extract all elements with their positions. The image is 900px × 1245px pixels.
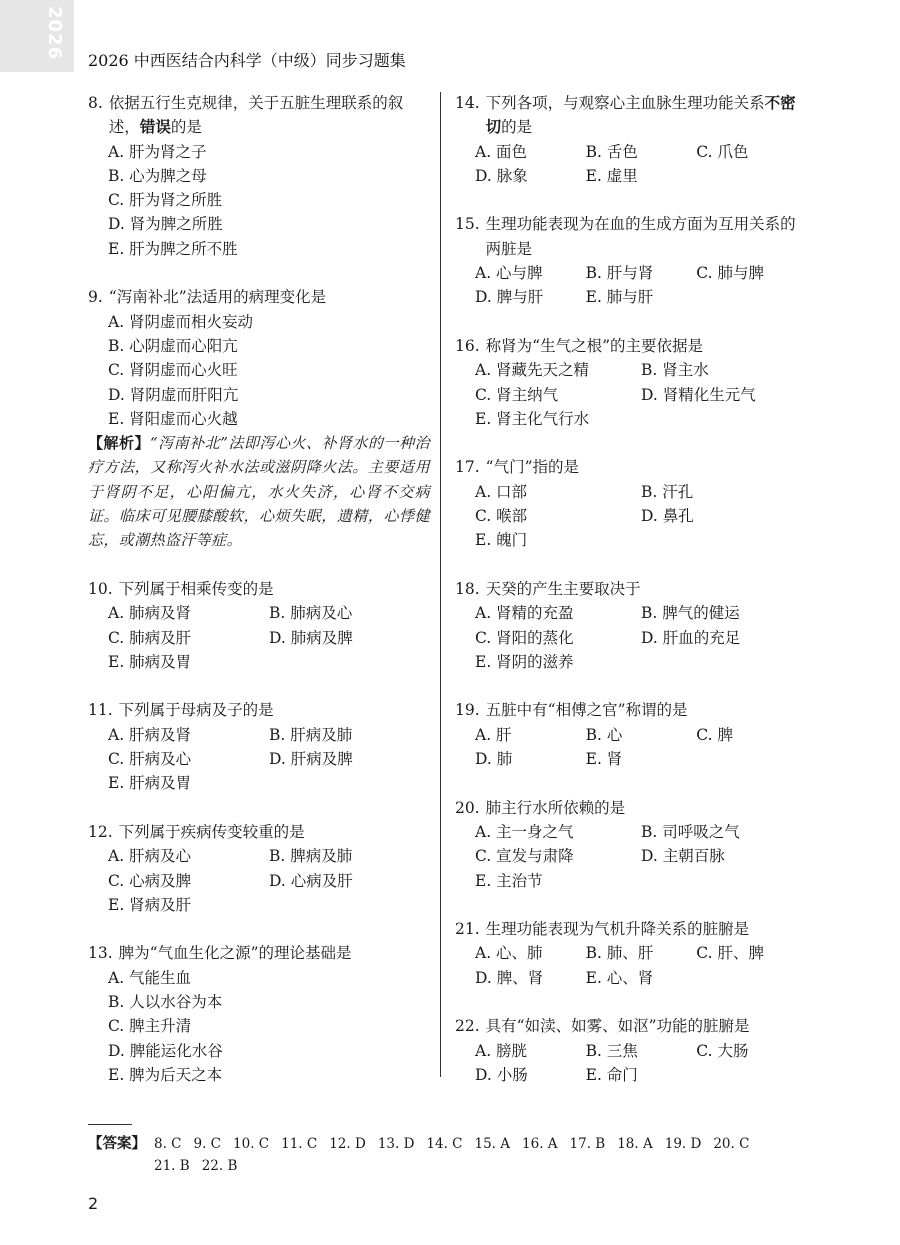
question-number: 17. (455, 458, 480, 477)
question-text (486, 796, 807, 820)
question-text (486, 917, 807, 941)
question-spacer (455, 188, 807, 212)
option-list (455, 140, 807, 189)
question-number: 12. (88, 822, 113, 841)
option-d: D. 肾精化生元气 (641, 385, 756, 404)
left-column (88, 91, 430, 1087)
question-8 (88, 91, 430, 261)
question-15 (455, 212, 807, 309)
option-b: B. 肝与肾 (585, 264, 654, 283)
option-b: B. 汗孔 (641, 482, 694, 501)
option-a: A. 心与脾 (475, 264, 543, 283)
question-text (486, 577, 807, 601)
answer-key-label: 【答案】 (88, 1135, 146, 1152)
question-text (486, 698, 807, 722)
option-e: E. 肾阴的滋养 (475, 652, 574, 671)
question-19 (455, 698, 807, 771)
option-d: D. 肺 (475, 750, 513, 769)
question-text (486, 334, 807, 358)
option-e: E. 肾阳虚而心火越 (108, 409, 238, 428)
question-14 (455, 91, 807, 188)
option-c: C. 肝病及心 (108, 750, 192, 769)
question-text-part: 的是 (501, 118, 533, 137)
answer-item: 18. A (617, 1136, 653, 1152)
answer-item: 20. C (713, 1136, 750, 1152)
question-text-part: 称肾为“生气之根”的主要依据是 (485, 336, 704, 355)
answer-item: 22. B (201, 1158, 238, 1174)
option-b: B. 人以水谷为本 (108, 992, 223, 1011)
option-c: C. 肺与脾 (696, 264, 764, 283)
answer-item: 17. B (569, 1136, 606, 1152)
question-10 (88, 577, 430, 674)
question-spacer (455, 771, 807, 795)
question-18 (455, 577, 807, 674)
option-d: D. 肝病及脾 (269, 750, 353, 769)
option-e: E. 肾主化气行水 (475, 409, 590, 428)
option-b: B. 脾气的健运 (641, 604, 740, 623)
question-number: 16. (455, 336, 480, 355)
question-text (119, 698, 430, 722)
question-stem (88, 91, 430, 140)
question-text (486, 91, 807, 140)
question-stem (455, 455, 807, 479)
question-number: 9. (88, 288, 103, 307)
question-number: 19. (455, 701, 480, 720)
question-number: 8. (88, 94, 103, 112)
option-list (455, 358, 807, 431)
question-stem (455, 91, 807, 140)
question-13 (88, 941, 430, 1087)
option-d: D. 心病及肝 (269, 871, 353, 890)
question-stem (455, 577, 807, 601)
option-d: D. 脉象 (475, 166, 528, 185)
question-text-part: 具有“如渎、如雾、如沤”功能的脏腑是 (485, 1017, 750, 1036)
option-a: A. 膀胱 (475, 1041, 528, 1060)
question-stem (88, 698, 430, 722)
answer-item: 9. C (193, 1136, 222, 1152)
answer-item: 13. D (377, 1136, 415, 1152)
question-number: 21. (455, 920, 480, 939)
option-list (88, 723, 430, 796)
option-e: E. 魄门 (475, 531, 528, 550)
question-text-part: 五脏中有“相傅之官”称谓的是 (485, 701, 688, 720)
question-22 (455, 1014, 807, 1087)
option-a: A. 主一身之气 (475, 822, 574, 841)
option-a: A. 肝病及肾 (108, 725, 192, 744)
question-text-part: “气门”指的是 (485, 458, 580, 477)
option-d: D. 鼻孔 (641, 507, 694, 526)
question-stem (455, 698, 807, 722)
option-c: C. 肾主纳气 (475, 385, 559, 404)
question-text-part: 下列属于母病及子的是 (118, 701, 274, 720)
option-d: D. 肝血的充足 (641, 628, 741, 647)
option-d: D. 主朝百脉 (641, 847, 725, 866)
question-stem (88, 820, 430, 844)
answer-item: 10. C (233, 1136, 270, 1152)
right-column (455, 91, 807, 1087)
question-number: 10. (88, 579, 113, 598)
option-list (455, 723, 807, 772)
option-a: A. 面色 (475, 142, 528, 161)
question-text (119, 820, 430, 844)
analysis-text: “泻南补北”法即泻心火、补肾水的一种治疗方法，又称泻火补水法或滋阴降火法。主要适用于肾阴不足，心阳偏亢，水火失济，心肾不交病证。临床可见腰膝酸软，心烦失眠，遗精，心悸健忘，或潮热盗汗等症。 (88, 434, 430, 550)
question-number: 11. (88, 701, 113, 720)
option-b: B. 心为脾之母 (108, 166, 207, 185)
option-list (455, 820, 807, 893)
option-b: B. 三焦 (585, 1041, 638, 1060)
option-b: B. 肾主水 (641, 361, 709, 380)
option-list (455, 1039, 807, 1088)
question-text-part: 生理功能表现为气机升降关系的脏腑是 (485, 920, 750, 939)
option-c: C. 肺病及肝 (108, 628, 192, 647)
question-number: 14. (455, 94, 480, 112)
answer-item: 16. A (522, 1136, 558, 1152)
option-b: B. 舌色 (585, 142, 638, 161)
question-text (486, 1014, 807, 1038)
answer-key (88, 1133, 808, 1177)
answer-item: 11. C (281, 1136, 318, 1152)
option-e: E. 脾为后天之本 (108, 1065, 223, 1084)
analysis-block (88, 431, 430, 552)
question-spacer (455, 431, 807, 455)
footnote-rule (88, 1124, 132, 1125)
option-list (88, 844, 430, 917)
option-a: A. 肺病及肾 (108, 604, 192, 623)
answer-item: 19. D (664, 1136, 702, 1152)
question-spacer (455, 674, 807, 698)
option-b: B. 心阴虚而心阳亢 (108, 336, 238, 355)
answer-key-items (154, 1133, 808, 1177)
option-c: C. 肾阳的蒸化 (475, 628, 574, 647)
question-stem (88, 941, 430, 965)
option-list (455, 480, 807, 553)
column-divider (440, 92, 441, 1077)
option-d: D. 脾能运化水谷 (108, 1041, 223, 1060)
option-d: D. 肾阴虚而肝阳亢 (108, 385, 239, 404)
question-text-part: 下列属于相乘传变的是 (118, 579, 274, 598)
option-b: B. 肝病及肺 (269, 725, 353, 744)
question-text (119, 941, 430, 965)
question-spacer (455, 310, 807, 334)
option-e: E. 肝病及胃 (108, 774, 192, 793)
option-list (455, 261, 807, 310)
option-b: B. 肺病及心 (269, 604, 353, 623)
option-d: D. 脾、肾 (475, 968, 544, 987)
option-c: C. 宣发与肃降 (475, 847, 574, 866)
question-text-part: 依据五行生克规律，关于五脏生理联系的叙述， (108, 94, 404, 137)
option-c: C. 肾阴虚而心火旺 (108, 361, 238, 380)
question-emphasis: 不密切 (485, 93, 796, 137)
option-c: C. 爪色 (696, 142, 749, 161)
option-c: C. 脾 (696, 725, 733, 744)
option-c: C. 大肠 (696, 1041, 749, 1060)
question-text (119, 577, 430, 601)
option-c: C. 心病及脾 (108, 871, 192, 890)
option-list (455, 601, 807, 674)
answer-item: 12. D (329, 1136, 366, 1152)
option-e: E. 主治节 (475, 871, 543, 890)
option-a: A. 心、肺 (475, 944, 543, 963)
analysis-label: 【解析】 (88, 434, 151, 453)
option-e: E. 肺病及胃 (108, 652, 192, 671)
option-a: A. 口部 (475, 482, 528, 501)
question-stem (455, 212, 807, 261)
question-text-part: 下列属于疾病传变较重的是 (118, 822, 305, 841)
question-number: 18. (455, 579, 480, 598)
question-spacer (455, 553, 807, 577)
question-spacer (88, 553, 430, 577)
option-list (88, 966, 430, 1087)
question-text (486, 212, 807, 261)
question-text-part: 的是 (170, 118, 202, 137)
question-number: 20. (455, 798, 480, 817)
option-d: D. 肾为脾之所胜 (108, 215, 223, 234)
question-stem (455, 917, 807, 941)
option-list (455, 941, 807, 990)
question-emphasis: 错误 (139, 117, 171, 137)
question-stem (88, 285, 430, 309)
option-b: B. 司呼吸之气 (641, 822, 740, 841)
question-stem (455, 796, 807, 820)
option-e: E. 虚里 (585, 166, 638, 185)
question-text (109, 91, 430, 140)
page-number: 2 (88, 1194, 99, 1213)
option-list (88, 310, 430, 431)
option-a: A. 肾阴虚而相火妄动 (108, 312, 254, 331)
question-stem (455, 334, 807, 358)
question-stem (88, 577, 430, 601)
option-a: A. 肝病及心 (108, 847, 192, 866)
option-e: E. 肾病及肝 (108, 895, 192, 914)
option-c: C. 肝为肾之所胜 (108, 191, 223, 210)
option-d: D. 小肠 (475, 1065, 528, 1084)
question-text-part: 脾为“气血生化之源”的理论基础是 (118, 944, 352, 963)
question-number: 13. (88, 944, 113, 963)
option-a: A. 肝 (475, 725, 512, 744)
option-a: A. 肝为肾之子 (108, 142, 207, 161)
option-e: E. 心、肾 (585, 968, 654, 987)
option-e: E. 命门 (585, 1065, 638, 1084)
answer-item: 14. C (426, 1136, 463, 1152)
option-c: C. 肝、脾 (696, 944, 764, 963)
question-spacer (88, 796, 430, 820)
option-a: A. 肾藏先天之精 (475, 361, 590, 380)
option-c: C. 喉部 (475, 507, 528, 526)
question-text-part: 天癸的产生主要取决于 (485, 579, 641, 598)
question-text (486, 455, 807, 479)
question-spacer (455, 893, 807, 917)
answer-item: 21. B (154, 1158, 190, 1174)
option-list (88, 140, 430, 261)
answer-item: 8. C (154, 1136, 182, 1152)
option-e: E. 肝为脾之所不胜 (108, 239, 238, 258)
question-spacer (88, 917, 430, 941)
option-c: C. 脾主升清 (108, 1017, 192, 1036)
question-spacer (455, 990, 807, 1014)
question-text-part: 肺主行水所依赖的是 (485, 798, 626, 817)
question-text (109, 285, 430, 309)
side-tab-year: 2026 (44, 6, 65, 61)
option-b: B. 肺、肝 (585, 944, 654, 963)
option-e: E. 肺与肝 (585, 288, 654, 307)
option-e: E. 肾 (585, 750, 623, 769)
option-b: B. 心 (585, 725, 623, 744)
question-9 (88, 285, 430, 552)
question-text-part: 下列各项，与观察心主血脉生理功能关系 (485, 94, 765, 112)
question-spacer (88, 261, 430, 285)
side-tab (0, 0, 74, 72)
option-b: B. 脾病及肺 (269, 847, 353, 866)
question-text-part: “泻南补北”法适用的病理变化是 (108, 288, 327, 307)
question-number: 22. (455, 1017, 480, 1036)
option-a: A. 肾精的充盈 (475, 604, 574, 623)
option-list (88, 601, 430, 674)
question-12 (88, 820, 430, 917)
question-stem (455, 1014, 807, 1038)
question-17 (455, 455, 807, 552)
option-d: D. 肺病及脾 (269, 628, 353, 647)
question-21 (455, 917, 807, 990)
option-a: A. 气能生血 (108, 968, 192, 987)
question-spacer (88, 674, 430, 698)
question-16 (455, 334, 807, 431)
question-number: 15. (455, 215, 480, 234)
answer-item: 15. A (474, 1136, 511, 1152)
question-20 (455, 796, 807, 893)
question-11 (88, 698, 430, 795)
option-d: D. 脾与肝 (475, 288, 544, 307)
header-title: 2026 中西医结合内科学（中级）同步习题集 (88, 51, 406, 70)
question-text-part: 生理功能表现为在血的生成方面为互用关系的两脏是 (485, 215, 796, 258)
